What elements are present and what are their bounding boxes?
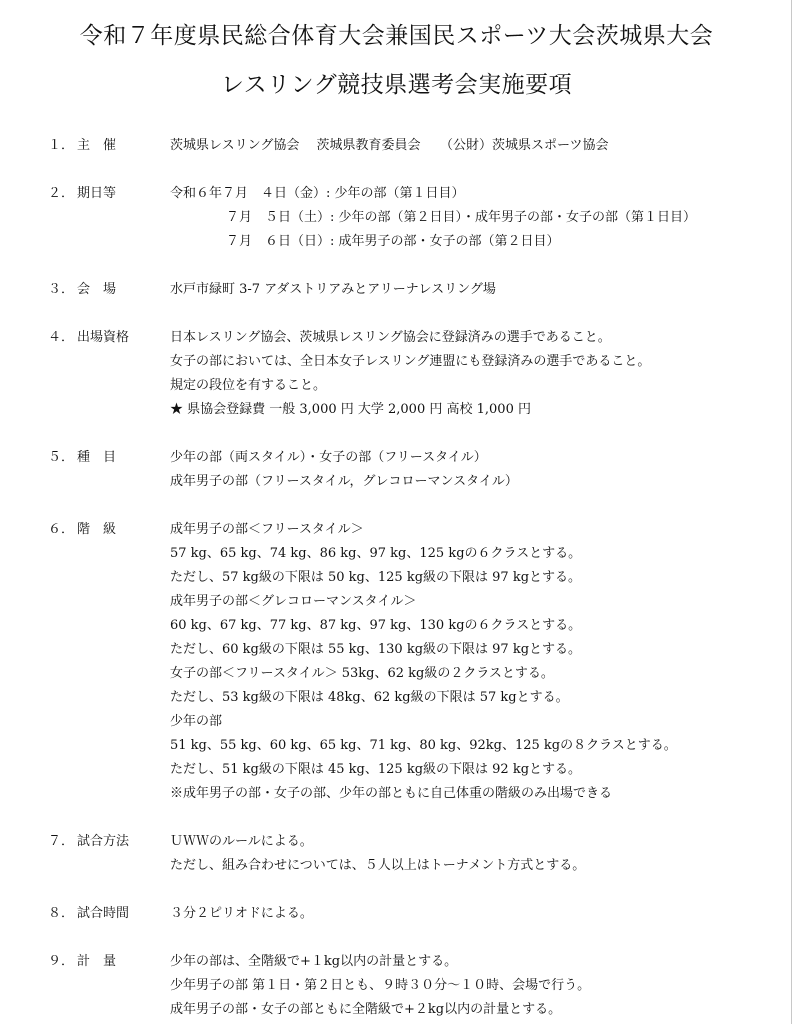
venue-line: 水戸市緑町 3-7 アダストリアみとアリーナレスリング場: [170, 282, 496, 297]
section-3-label: 会 場: [77, 282, 117, 297]
weight-class-line-6: ただし、60 kg級の下限は 55 kg、130 kg級の下限は 97 kgとする。: [170, 642, 582, 657]
weigh-in-line-2: 少年男子の部 第１日・第２日とも、９時３０分～１０時、会場で行う。: [170, 978, 591, 993]
weigh-in-line-3: 成年男子の部・女子の部ともに全階級で+２kg以内の計量とする。: [170, 1002, 562, 1017]
section-5-label: 種 目: [77, 450, 117, 465]
section-2-label: 期日等: [77, 186, 117, 201]
registration-fee-line: ★ 県協会登録費 一般 3,000 円 大学 2,000 円 高校 1,000 円: [170, 402, 531, 417]
organizer-line: 茨城県レスリング協会 茨城県教育委員会 （公財）茨城県スポーツ協会: [170, 138, 609, 153]
section-8-label: 試合時間: [77, 906, 130, 921]
section-2-number: ２．: [48, 186, 75, 201]
match-time-line: ３分２ピリオドによる。: [170, 906, 313, 921]
section-5-number: ５．: [48, 450, 75, 465]
weight-class-note: ※成年男子の部・女子の部、少年の部ともに自己体重の階級のみ出場できる: [170, 786, 613, 801]
date-line-2: ７月 ５日（土）: 少年の部（第２日目）・成年男子の部・女子の部（第１日目）: [226, 210, 697, 225]
weight-class-line-8: ただし、53 kg級の下限は 48kg、62 kg級の下限は 57 kgとする。: [170, 690, 569, 705]
section-8-number: ８．: [48, 906, 75, 921]
eligibility-line-1: 日本レスリング協会、茨城県レスリング協会に登録済みの選手であること。: [170, 330, 611, 345]
page-edge: [791, 0, 792, 1024]
eligibility-line-2: 女子の部においては、全日本女子レスリング連盟にも登録済みの選手であること。: [170, 354, 651, 369]
section-1-number: １．: [48, 138, 75, 153]
weight-class-line-10: 51 kg、55 kg、60 kg、65 kg、71 kg、80 kg、92kg、125 kgの８クラスとする。: [170, 738, 677, 753]
section-7-label: 試合方法: [77, 834, 130, 849]
document-title: 令和７年度県民総合体育大会兼国民スポーツ大会茨城県大会: [79, 23, 714, 49]
date-line-1: 令和６年７月 ４日（金）: 少年の部（第１日目）: [170, 186, 465, 201]
section-4-label: 出場資格: [77, 330, 130, 345]
weight-class-line-2: 57 kg、65 kg、74 kg、86 kg、97 kg、125 kgの６クラスとする。: [170, 546, 582, 561]
section-4-number: ４．: [48, 330, 75, 345]
match-method-line-2: ただし、組み合わせについては、５人以上はトーナメント方式とする。: [170, 858, 586, 873]
weight-class-line-4: 成年男子の部＜グレコローマンスタイル＞: [170, 594, 417, 609]
weight-class-line-7: 女子の部＜フリースタイル＞ 53kg、62 kg級の２クラスとする。: [170, 666, 554, 681]
event-line-2: 成年男子の部（フリースタイル，グレコローマンスタイル）: [170, 474, 518, 489]
match-method-line-1: ＵＷＷのルールによる。: [170, 834, 313, 849]
date-line-3: ７月 ６日（日）: 成年男子の部・女子の部（第２日目）: [226, 234, 560, 249]
section-1-label: 主 催: [77, 138, 117, 153]
weight-class-line-9: 少年の部: [170, 714, 223, 729]
section-6-label: 階 級: [77, 522, 117, 537]
document-subtitle: レスリング競技県選考会実施要項: [220, 72, 573, 98]
weight-class-line-1: 成年男子の部＜フリースタイル＞: [170, 522, 364, 537]
weigh-in-line-1: 少年の部は、全階級で+１kg以内の計量とする。: [170, 954, 458, 969]
section-3-number: ３．: [48, 282, 75, 297]
eligibility-line-3: 規定の段位を有すること。: [170, 378, 327, 393]
weight-class-line-3: ただし、57 kg級の下限は 50 kg、125 kg級の下限は 97 kgとする。: [170, 570, 582, 585]
event-line-1: 少年の部（両スタイル）・女子の部（フリースタイル）: [170, 450, 487, 465]
section-9-label: 計 量: [77, 954, 117, 969]
section-9-number: ９．: [48, 954, 75, 969]
section-6-number: ６．: [48, 522, 75, 537]
weight-class-line-5: 60 kg、67 kg、77 kg、87 kg、97 kg、130 kgの６クラスとする。: [170, 618, 582, 633]
weight-class-line-11: ただし、51 kg級の下限は 45 kg、125 kg級の下限は 92 kgとする。: [170, 762, 582, 777]
section-7-number: ７．: [48, 834, 75, 849]
